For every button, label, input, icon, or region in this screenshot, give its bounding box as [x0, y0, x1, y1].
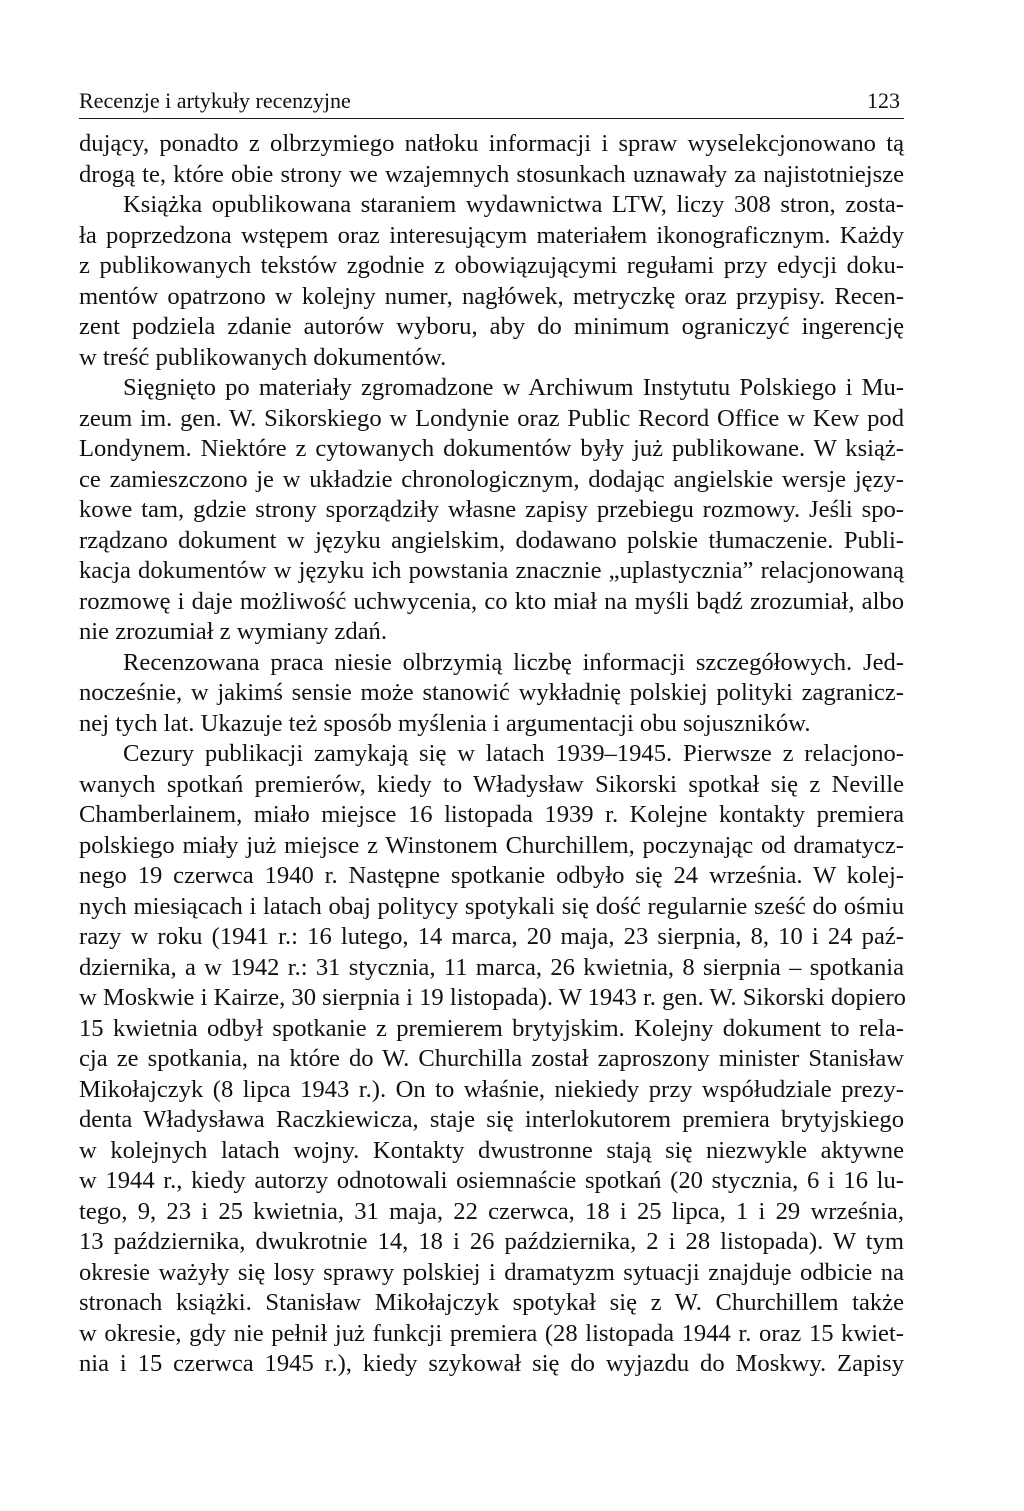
- page-number: 123: [867, 88, 900, 113]
- text-line: z publikowanych tekstów zgodnie z obowiązującymi regułami przy edycji doku-: [79, 252, 904, 279]
- text-line: wanych spotkań premierów, kiedy to Władysław Sikorski spotkał się z Neville: [79, 770, 904, 798]
- text-line: nych miesiącach i latach obaj politycy spotykali się dość regularnie sześć do ośmiu: [79, 892, 904, 920]
- text-line: zeum im. gen. W. Sikorskiego w Londynie oraz Public Record Office w Kew pod: [79, 404, 904, 432]
- text-line: denta Władysława Raczkiewicza, staje się interlokutorem premiera brytyjskiego: [79, 1106, 904, 1133]
- text-line: razy w roku (1941 r.: 16 lutego, 14 marca, 20 maja, 23 sierpnia, 8, 10 i 24 paź-: [79, 923, 904, 950]
- text-line: polskiego miały już miejsce z Winstonem Churchillem, poczynając od dramatycz-: [79, 831, 904, 859]
- text-line: w Moskwie i Kairze, 30 sierpnia i 19 listopada). W 1943 r. gen. W. Sikorski dopiero: [79, 984, 906, 1011]
- text-line: Sięgnięto po materiały zgromadzone w Archiwum Instytutu Polskiego i Mu-: [123, 374, 904, 401]
- text-line: w 1944 r., kiedy autorzy odnotowali osiemnaście spotkań (20 stycznia, 6 i 16 lu-: [79, 1167, 904, 1194]
- text-line: nie zrozumiał z wymiany zdań.: [79, 618, 387, 645]
- text-line: nocześnie, w jakimś sensie może stanowić wykładnię polskiej polityki zagranicz-: [79, 679, 904, 706]
- text-line: 15 kwietnia odbył spotkanie z premierem brytyjskim. Kolejny dokument to rela-: [79, 1014, 904, 1042]
- text-line: Cezury publikacji zamykają się w latach 1939–1945. Pierwsze z relacjono-: [123, 740, 904, 767]
- text-line: dziernika, a w 1942 r.: 31 stycznia, 11 marca, 26 kwietnia, 8 sierpnia – spotkania: [79, 953, 904, 981]
- text-line: ła poprzedzona wstępem oraz interesującym materiałem ikonograficznym. Każdy: [79, 221, 904, 249]
- text-line: kacja dokumentów w języku ich powstania znacznie „uplastycznia” relacjonowaną: [79, 557, 904, 584]
- text-line: 13 października, dwukrotnie 14, 18 i 26 października, 2 i 28 listopada). W tym: [79, 1228, 904, 1255]
- text-line: w treść publikowanych dokumentów.: [79, 343, 447, 371]
- text-line: drogą te, które obie strony we wzajemnych stosunkach uznawały za najistotniejsze: [79, 160, 904, 188]
- text-line: Londynem. Niektóre z cytowanych dokumentów były już publikowane. W książ-: [79, 435, 904, 462]
- running-head-title: Recenzje i artykuły recenzyjne: [79, 88, 351, 113]
- text-line: Recenzowana praca niesie olbrzymią liczbę informacji szczegółowych. Jed-: [123, 648, 904, 676]
- text-line: Książka opublikowana staraniem wydawnictwa LTW, liczy 308 stron, zosta-: [123, 191, 904, 218]
- text-line: stronach książki. Stanisław Mikołajczyk spotykał się z W. Churchillem także: [79, 1289, 904, 1316]
- text-line: cja ze spotkania, na które do W. Churchilla został zaproszony minister Stanisław: [79, 1045, 904, 1072]
- page: [79, 84, 904, 1380]
- text-line: zent podziela zdanie autorów wyboru, aby do minimum ograniczyć ingerencję: [79, 313, 904, 340]
- text-line: dujący, ponadto z olbrzymiego natłoku informacji i spraw wyselekcjonowano tą: [79, 130, 904, 157]
- text-line: w okresie, gdy nie pełnił już funkcji premiera (28 listopada 1944 r. oraz 15 kwiet-: [79, 1319, 904, 1347]
- text-line: mentów opatrzono w kolejny numer, nagłówek, metryczkę oraz przypisy. Recen-: [79, 282, 904, 310]
- text-line: tego, 9, 23 i 25 kwietnia, 31 maja, 22 czerwca, 18 i 25 lipca, 1 i 29 września,: [79, 1197, 904, 1225]
- text-line: nego 19 czerwca 1940 r. Następne spotkanie odbyło się 24 września. W kolej-: [79, 862, 904, 889]
- text-line: nia i 15 czerwca 1945 r.), kiedy szykował się do wyjazdu do Moskwy. Zapisy: [79, 1350, 904, 1377]
- text-line: rządzano dokument w języku angielskim, dodawano polskie tłumaczenie. Publi-: [79, 526, 904, 554]
- running-head: [79, 84, 904, 119]
- text-line: ce zamieszczono je w układzie chronologicznym, dodając angielskie wersje języ-: [79, 465, 904, 493]
- text-line: w kolejnych latach wojny. Kontakty dwustronne stają się niezwykle aktywne: [79, 1136, 904, 1164]
- text-line: Mikołajczyk (8 lipca 1943 r.). On to właśnie, niekiedy przy współudziale prezy-: [79, 1075, 904, 1103]
- text-line: rozmowę i daje możliwość uchwycenia, co kto miał na myśli bądź zrozumiał, albo: [79, 587, 904, 615]
- text-line: kowe tam, gdzie strony sporządziły własne zapisy przebiegu rozmowy. Jeśli spo-: [79, 496, 904, 523]
- text-line: Chamberlainem, miało miejsce 16 listopada 1939 r. Kolejne kontakty premiera: [79, 801, 904, 828]
- text-line: okresie ważyły się losy sprawy polskiej i dramatyzm sytuacji znajduje odbicie na: [79, 1258, 904, 1286]
- text-line: nej tych lat. Ukazuje też sposób myślenia i argumentacji obu sojuszników.: [79, 709, 811, 737]
- body-text: [79, 129, 904, 1380]
